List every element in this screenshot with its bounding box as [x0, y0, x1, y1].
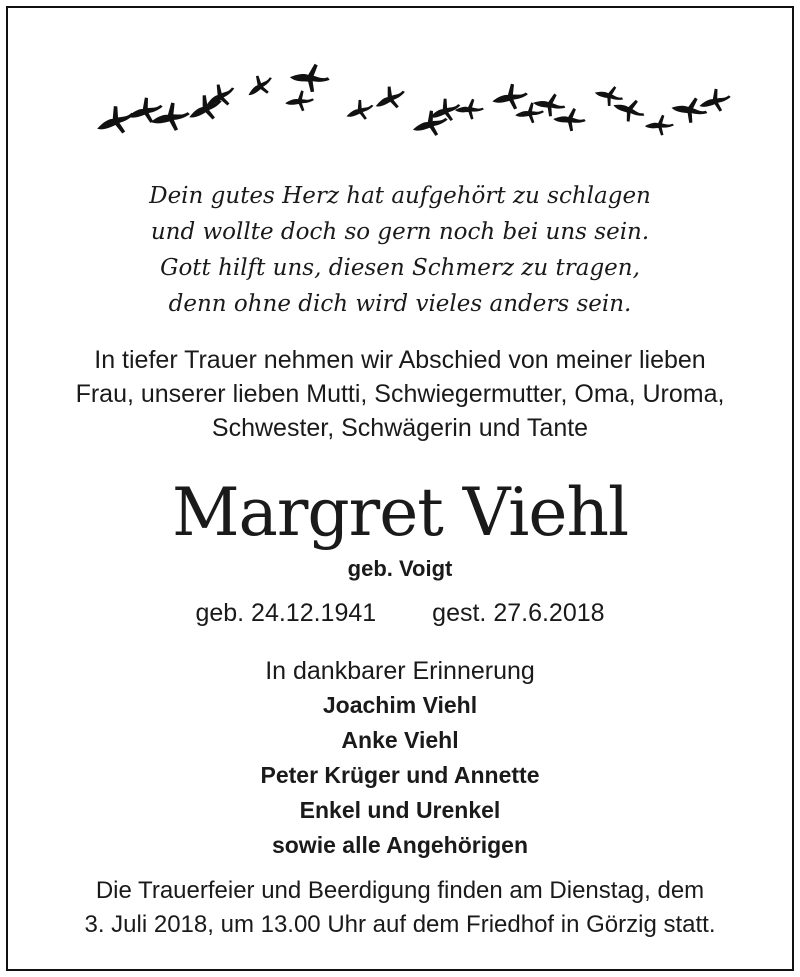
birth-date: geb. 24.12.1941 [195, 599, 377, 627]
funeral-line: Die Trauerfeier und Beerdigung finden am Dienstag, dem [95, 877, 705, 904]
intro-line: In tiefer Trauer nehmen wir Abschied von meiner lieben [94, 346, 706, 374]
deceased-name: Margret Viehl [171, 474, 629, 551]
bird-icon [288, 60, 332, 95]
bird-icon [552, 105, 588, 134]
funeral-details [8, 874, 792, 942]
poem-line: denn ohne dich wird vieles anders sein. [168, 291, 632, 317]
mourner-name: sowie alle Angehörigen [271, 832, 529, 858]
bird-icon [669, 92, 711, 126]
bird-icon [644, 113, 675, 136]
remembrance-heading: In dankbarer Erinnerung [265, 657, 535, 685]
bird-icon [371, 82, 409, 115]
intro-line: Frau, unserer lieben Mutti, Schwiegermutter, Oma, Uroma, [75, 380, 725, 408]
bird-icon [697, 86, 733, 115]
maiden-name: geb. Voigt [347, 556, 453, 581]
mourner-name: Anke Viehl [341, 727, 459, 753]
bird-icon [285, 90, 314, 111]
bird-icon [242, 70, 277, 102]
flying-birds-icon [8, 38, 796, 148]
bird-icon [454, 97, 485, 120]
poem [8, 178, 792, 322]
life-dates [8, 596, 792, 630]
mourner-name: Joachim Viehl [322, 692, 478, 718]
bird-icon [93, 102, 139, 140]
poem-line: Dein gutes Herz hat aufgehört zu schlagen [149, 183, 651, 209]
mourner-name: Peter Krüger und Annette [260, 762, 540, 788]
mourner-name: Enkel und Urenkel [299, 797, 501, 823]
bird-icon [531, 89, 568, 120]
intro-line: Schwester, Schwägerin und Tante [211, 414, 589, 442]
poem-line: Gott hilft uns, diesen Schmerz zu tragen, [160, 255, 640, 281]
bird-icon [149, 101, 191, 133]
mourners-list [8, 688, 792, 863]
bird-icon [343, 97, 376, 125]
poem-line: und wollte doch so gern noch bei uns sein. [150, 219, 650, 245]
obituary-notice [6, 6, 794, 971]
death-date: gest. 27.6.2018 [432, 599, 605, 627]
farewell-intro [8, 343, 792, 445]
funeral-line: 3. Juli 2018, um 13.00 Uhr auf dem Friedhof in Görzig statt. [84, 911, 716, 938]
bird-icon [491, 82, 529, 111]
